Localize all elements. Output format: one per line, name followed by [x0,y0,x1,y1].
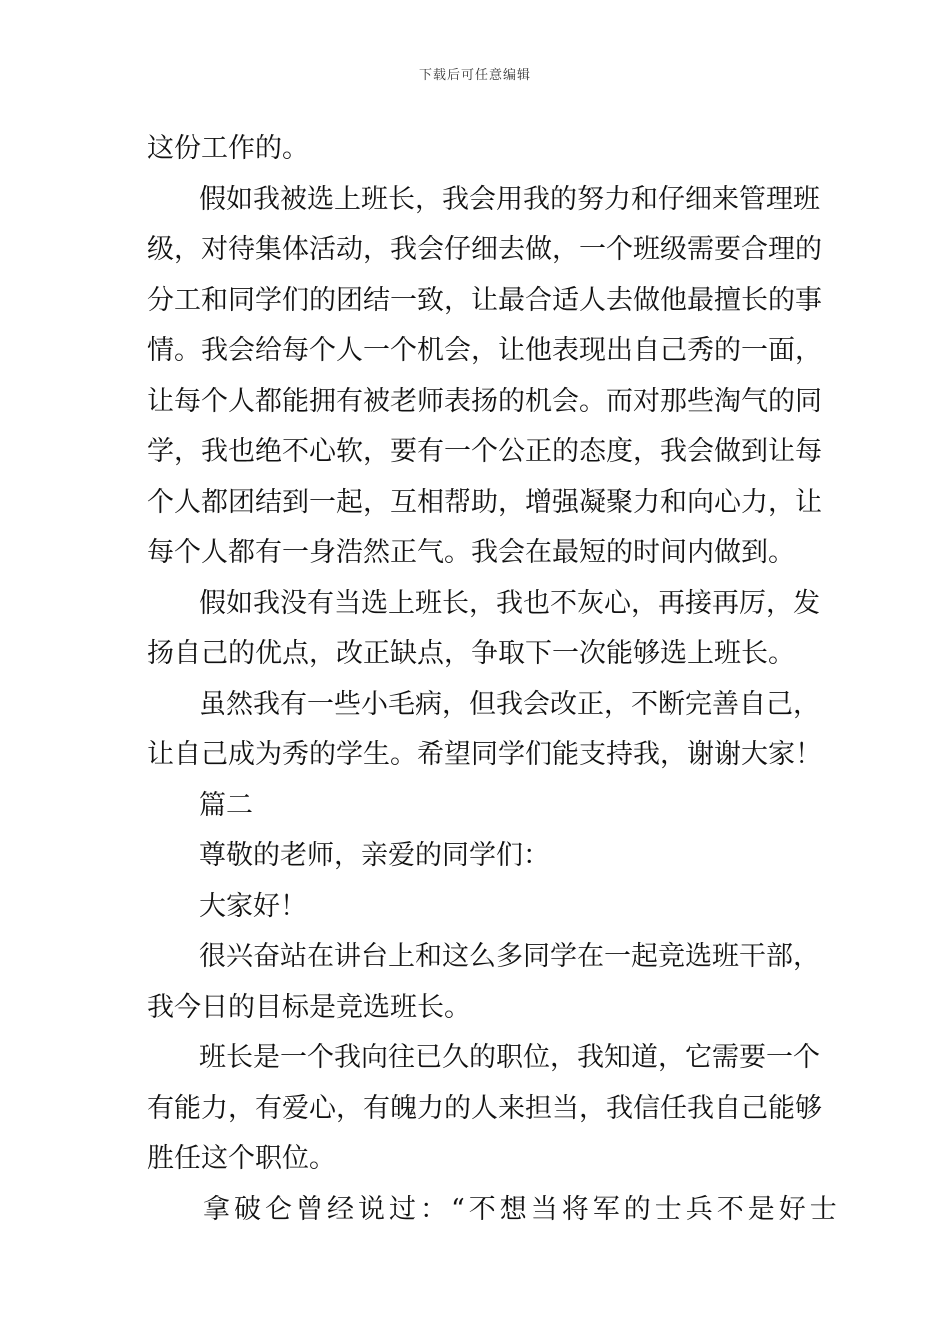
body-line-11: 扬自己的优点，改正缺点，争取下一次能够选上班长。 [147,638,795,669]
section-heading: 篇二 [199,789,253,821]
body-line-21: 胜任这个职位。 [147,1143,336,1174]
body-line-1: 这份工作的。 [147,133,309,164]
body-line-3: 级，对待集体活动，我会仔细去做，一个班级需要合理的 [147,234,822,265]
body-line-8: 个人都团结到一起，互相帮助，增强凝聚力和向心力，让 [147,486,822,518]
salutation: 尊敬的老师，亲爱的同学们： [199,840,550,871]
body-line-2: 假如我被选上班长，我会用我的努力和仔细来管理班 [199,183,820,215]
body-line-12: 虽然我有一些小毛病，但我会改正，不断完善自己， [199,688,820,720]
body-line-9: 每个人都有一身浩然正气。我会在最短的时间内做到。 [147,537,795,568]
body-line-7: 学，我也绝不心软，要有一个公正的态度，我会做到让每 [147,436,822,467]
document-body [147,124,841,1235]
body-line-6: 让每个人都能拥有被老师表扬的机会。而对那些淘气的同 [147,385,822,417]
body-line-19: 班长是一个我向往已久的职位，我知道，它需要一个 [199,1042,820,1073]
body-line-22: 拿破仑曾经说过：“不想当将军的士兵不是好士 [203,1193,841,1225]
body-line-10: 假如我没有当选上班长，我也不灰心，再接再厉，发 [199,587,820,619]
body-line-5: 情。我会给每个人一个机会，让他表现出自己秀的一面， [147,335,822,366]
greeting: 大家好！ [199,890,307,922]
page-header: 下载后可任意编辑 [418,68,531,83]
body-line-13: 让自己成为秀的学生。希望同学们能支持我，谢谢大家！ [147,739,822,770]
body-line-4: 分工和同学们的团结一致，让最合适人去做他最擅长的事 [147,284,822,316]
body-line-17: 很兴奋站在讲台上和这么多同学在一起竞选班干部， [199,941,820,972]
body-line-18: 我今日的目标是竞选班长。 [147,991,471,1023]
body-line-20: 有能力，有爱心，有魄力的人来担当，我信任我自己能够 [147,1092,822,1124]
